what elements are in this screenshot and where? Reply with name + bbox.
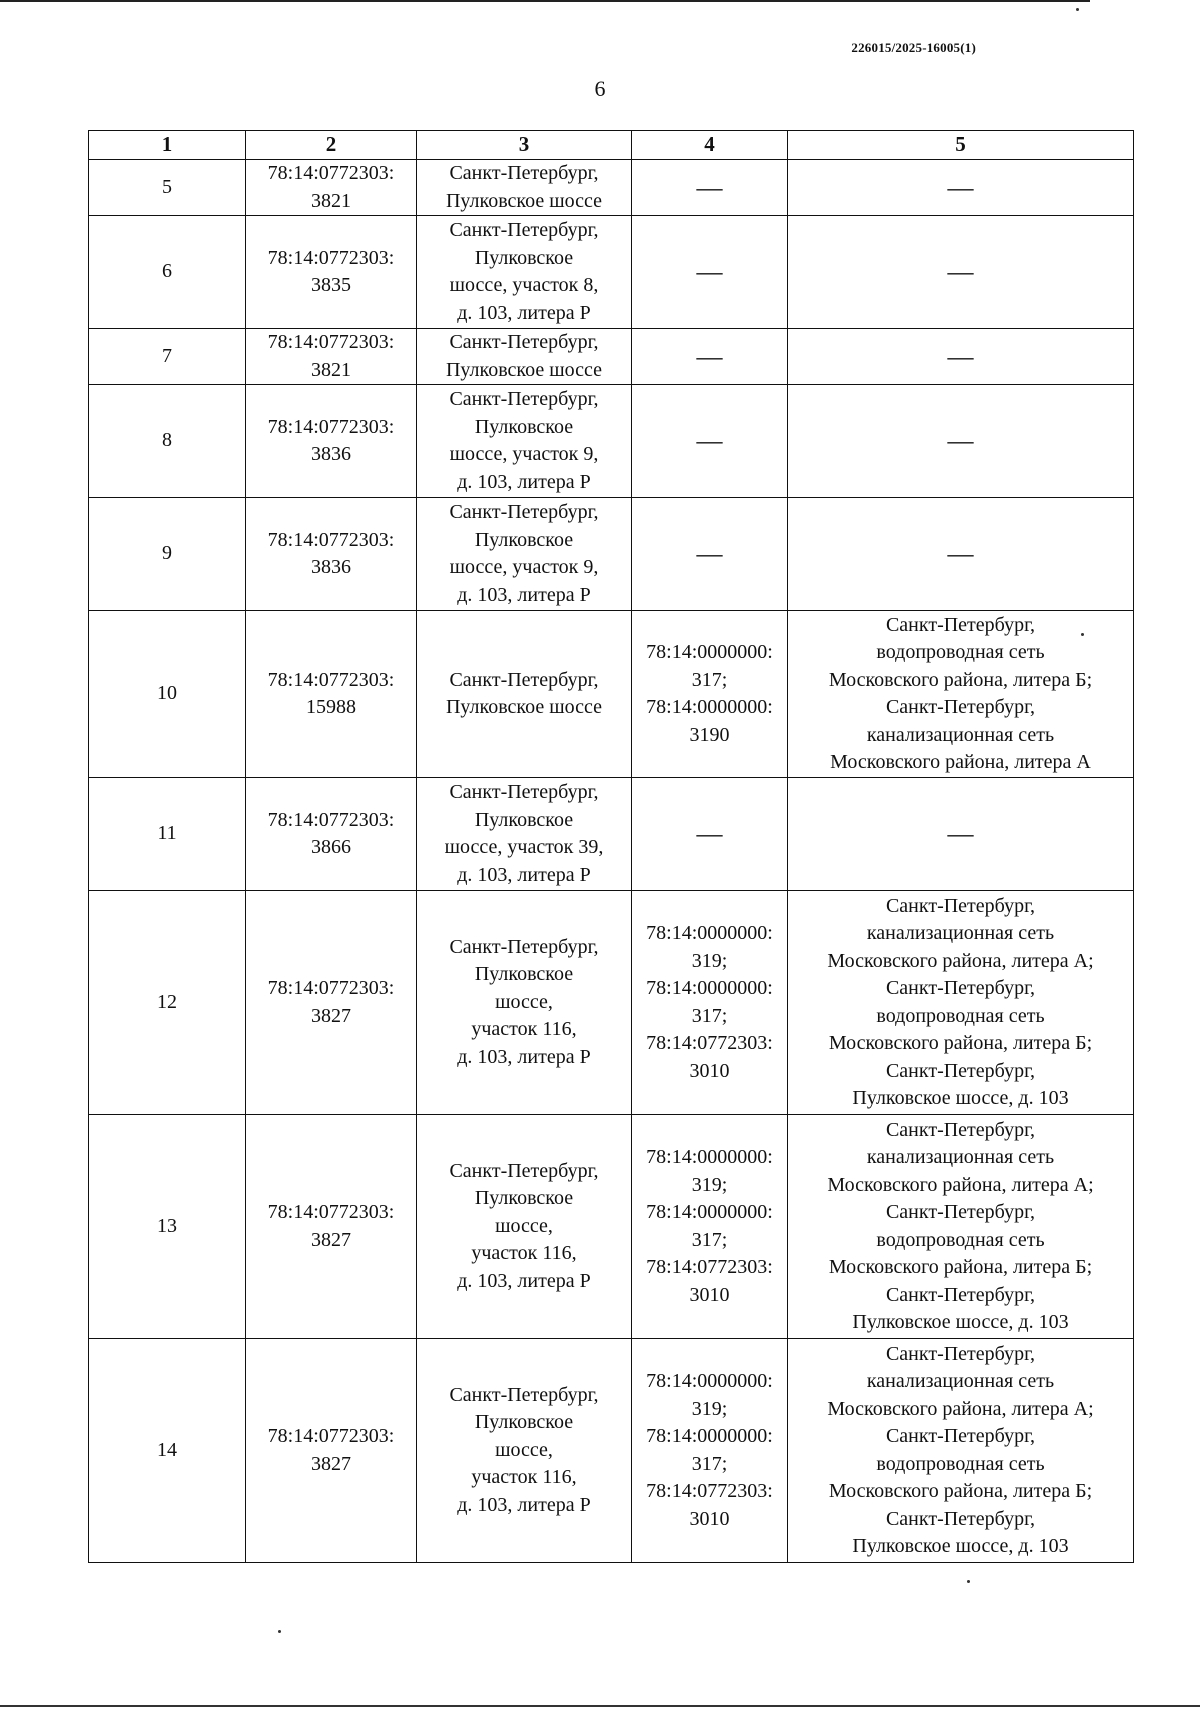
cadastral-number-cell-line: 78:14:0772303: <box>267 415 395 438</box>
address-cell-line: Пулковское шоссе <box>445 358 603 381</box>
related-address-cell <box>788 160 1134 216</box>
table-row <box>89 778 1134 891</box>
related-address-cell-line: Санкт-Петербург, <box>885 1201 1036 1223</box>
related-cadastral-cell-line: — <box>696 172 723 202</box>
address-cell <box>417 160 632 216</box>
table-row <box>89 498 1134 611</box>
top-edge-rule <box>0 0 1090 2</box>
related-cadastral-cell-line: 78:14:0772303: <box>646 1032 773 1054</box>
related-address-cell-line: Санкт-Петербург, <box>885 977 1036 999</box>
address-cell-line: Санкт-Петербург, <box>449 935 599 958</box>
related-address-cell-line: Санкт-Петербург, <box>885 1118 1036 1141</box>
cadastral-number-cell <box>246 498 417 611</box>
table-row <box>89 329 1134 385</box>
page-number: 6 <box>594 76 606 101</box>
row-number-cell: 11 <box>89 778 246 891</box>
related-address-cell-line: — <box>947 539 974 569</box>
related-cadastral-cell-line: 317; <box>691 1228 728 1251</box>
table-body <box>89 160 1134 1563</box>
address-cell-line: Санкт-Петербург, <box>449 668 599 691</box>
related-address-cell-line: Московского района, литера Б; <box>828 1256 1093 1278</box>
address-cell-line: Санкт-Петербург, <box>449 501 599 523</box>
related-cadastral-cell-line: 78:14:0772303: <box>646 1256 773 1278</box>
cadastral-number-cell-line: 78:14:0772303: <box>267 668 395 691</box>
related-address-cell <box>788 216 1134 329</box>
table-header-row <box>89 131 1134 160</box>
address-cell <box>417 611 632 778</box>
cadastral-number-cell-line: 78:14:0772303: <box>267 1201 395 1223</box>
related-cadastral-cell <box>632 611 788 778</box>
related-address-cell-line: Санкт-Петербург, <box>885 1342 1036 1365</box>
cadastral-number-cell <box>246 1339 417 1563</box>
related-cadastral-cell-line: 3010 <box>689 1283 730 1306</box>
address-cell-line: Санкт-Петербург, <box>449 388 599 410</box>
related-cadastral-cell-line: 78:14:0000000: <box>646 977 773 999</box>
cadastral-number-cell-line: 78:14:0772303: <box>267 808 395 831</box>
cadastral-number-cell <box>246 329 417 385</box>
address-cell-line: шоссе, участок 9, <box>449 556 599 578</box>
scan-speck <box>1076 8 1079 11</box>
related-cadastral-cell-line: 319; <box>691 1173 728 1196</box>
address-cell <box>417 216 632 329</box>
address-cell-line: Пулковское <box>474 808 574 831</box>
address-cell-line: Санкт-Петербург, <box>449 781 599 803</box>
related-address-cell-line: — <box>947 257 974 287</box>
cadastral-number-cell <box>246 891 417 1115</box>
related-address-cell-line: водопроводная сеть <box>876 641 1045 663</box>
row-number-cell: 10 <box>89 611 246 778</box>
related-cadastral-cell <box>632 329 788 385</box>
cadastral-number-cell <box>246 385 417 498</box>
related-address-cell-line: Санкт-Петербург, <box>885 1059 1036 1082</box>
cadastral-number-cell-line: 78:14:0772303: <box>267 331 395 353</box>
column-header: 5 <box>788 131 1134 160</box>
cadastral-number-cell-line: 3836 <box>311 443 351 465</box>
related-cadastral-cell-line: 317; <box>691 668 728 691</box>
cadastral-number-cell <box>246 216 417 329</box>
address-cell-line: Пулковское <box>474 415 574 438</box>
related-address-cell-line: — <box>947 172 974 202</box>
cadastral-number-cell-line: 3866 <box>311 836 351 858</box>
related-address-cell-line: Пулковское шоссе, д. 103 <box>852 1087 1069 1109</box>
table-row <box>89 1339 1134 1563</box>
related-cadastral-cell <box>632 385 788 498</box>
address-cell <box>417 385 632 498</box>
table-row <box>89 611 1134 778</box>
related-address-cell-line: Санкт-Петербург, <box>885 696 1036 718</box>
address-cell-line: участок 116, <box>471 1466 577 1489</box>
column-header: 4 <box>632 131 788 160</box>
address-cell-line: д. 103, литера Р <box>457 301 591 324</box>
related-address-cell-line: канализационная сеть <box>866 1370 1055 1392</box>
address-cell-line: шоссе, участок 8, <box>449 274 599 296</box>
cadastral-number-cell <box>246 611 417 778</box>
address-cell <box>417 1339 632 1563</box>
related-address-cell-line: Московского района, литера Б; <box>828 1480 1093 1502</box>
cadastral-number-cell-line: 3827 <box>311 1452 351 1475</box>
related-address-cell-line: водопроводная сеть <box>876 1228 1045 1251</box>
address-cell-line: Санкт-Петербург, <box>449 1159 599 1182</box>
related-address-cell-line: водопроводная сеть <box>876 1452 1045 1475</box>
row-number-cell: 7 <box>89 329 246 385</box>
related-address-cell-line: — <box>947 819 974 849</box>
address-cell-line: Пулковское <box>474 963 574 986</box>
related-address-cell-line: Московского района, литера А; <box>827 1173 1094 1196</box>
table-row <box>89 385 1134 498</box>
related-address-cell <box>788 1339 1134 1563</box>
address-cell-line: д. 103, литера Р <box>457 1269 591 1292</box>
related-cadastral-cell-line: 78:14:0000000: <box>646 1370 773 1392</box>
row-number-cell: 14 <box>89 1339 246 1563</box>
address-cell-line: Санкт-Петербург, <box>449 162 599 184</box>
address-cell-line: шоссе, участок 39, <box>444 836 604 858</box>
table-row <box>89 160 1134 216</box>
address-cell-line: Пулковское <box>474 1411 574 1434</box>
related-cadastral-cell <box>632 1339 788 1563</box>
scan-speck <box>967 1580 970 1583</box>
address-cell-line: д. 103, литера Р <box>457 470 591 493</box>
address-cell-line: д. 103, литера Р <box>457 1045 591 1068</box>
cadastral-number-cell-line: 3836 <box>311 556 351 578</box>
address-cell-line: д. 103, литера Р <box>457 583 591 606</box>
related-address-cell <box>788 1115 1134 1339</box>
address-cell-line: Пулковское <box>474 528 574 551</box>
cadastral-number-cell-line: 3835 <box>311 274 351 296</box>
address-cell-line: д. 103, литера Р <box>457 1493 591 1516</box>
related-cadastral-cell-line: — <box>696 341 723 371</box>
related-address-cell <box>788 778 1134 891</box>
cadastral-number-cell-line: 3827 <box>311 1228 351 1251</box>
related-address-cell-line: Пулковское шоссе, д. 103 <box>852 1311 1069 1333</box>
cadastral-number-cell-line: 78:14:0772303: <box>267 528 395 551</box>
related-cadastral-cell <box>632 498 788 611</box>
related-cadastral-cell-line: 319; <box>691 1397 728 1420</box>
related-address-cell-line: Санкт-Петербург, <box>885 894 1036 917</box>
related-cadastral-cell-line: 78:14:0000000: <box>646 641 773 663</box>
related-address-cell-line: канализационная сеть <box>866 1146 1055 1168</box>
cadastral-number-cell-line: 78:14:0772303: <box>267 977 395 999</box>
row-number-cell: 9 <box>89 498 246 611</box>
row-number-cell: 6 <box>89 216 246 329</box>
related-cadastral-cell <box>632 778 788 891</box>
address-cell <box>417 498 632 611</box>
address-cell-line: участок 116, <box>471 1242 577 1265</box>
related-cadastral-cell-line: — <box>696 539 723 569</box>
related-cadastral-cell <box>632 891 788 1115</box>
related-cadastral-cell-line: — <box>696 426 723 456</box>
row-number-cell: 5 <box>89 160 246 216</box>
related-cadastral-cell <box>632 1115 788 1339</box>
column-header: 3 <box>417 131 632 160</box>
address-cell-line: Санкт-Петербург, <box>449 1383 599 1406</box>
cadastral-number-cell <box>246 1115 417 1339</box>
related-address-cell <box>788 329 1134 385</box>
related-address-cell-line: Московского района, литера А <box>830 751 1091 773</box>
row-number-cell: 13 <box>89 1115 246 1339</box>
related-address-cell-line: — <box>947 426 974 456</box>
related-address-cell-line: Пулковское шоссе, д. 103 <box>852 1535 1069 1557</box>
related-cadastral-cell-line: 78:14:0772303: <box>646 1480 773 1502</box>
related-cadastral-cell-line: 78:14:0000000: <box>646 922 773 944</box>
related-cadastral-cell-line: — <box>696 257 723 287</box>
cadastral-number-cell-line: 3821 <box>311 189 351 212</box>
cadastral-number-cell-line: 78:14:0772303: <box>267 246 395 269</box>
related-address-cell-line: канализационная сеть <box>866 922 1055 944</box>
register-table <box>88 130 1134 1563</box>
related-address-cell-line: Московского района, литера А; <box>827 949 1094 972</box>
related-address-cell-line: Санкт-Петербург, <box>885 1283 1036 1306</box>
related-cadastral-cell <box>632 216 788 329</box>
related-address-cell <box>788 385 1134 498</box>
related-cadastral-cell-line: — <box>696 819 723 849</box>
related-address-cell-line: канализационная сеть <box>866 723 1055 746</box>
related-cadastral-cell-line: 3190 <box>689 723 730 746</box>
address-cell-line: шоссе, <box>495 1438 553 1461</box>
cadastral-number-cell-line: 78:14:0772303: <box>267 162 395 184</box>
table-row <box>89 216 1134 329</box>
related-address-cell-line: Санкт-Петербург, <box>885 1507 1036 1530</box>
address-cell-line: Пулковское <box>474 246 574 269</box>
address-cell-line: Пулковское <box>474 1187 574 1210</box>
column-header: 2 <box>246 131 417 160</box>
related-address-cell-line: Санкт-Петербург, <box>885 613 1036 636</box>
related-cadastral-cell-line: 78:14:0000000: <box>646 1146 773 1168</box>
related-cadastral-cell-line: 78:14:0000000: <box>646 696 773 718</box>
address-cell <box>417 778 632 891</box>
cadastral-number-cell-line: 3821 <box>311 358 351 381</box>
related-address-cell-line: Санкт-Петербург, <box>885 1425 1036 1447</box>
related-cadastral-cell-line: 317; <box>691 1452 728 1475</box>
related-cadastral-cell-line: 78:14:0000000: <box>646 1425 773 1447</box>
scan-speck <box>278 1630 281 1633</box>
cadastral-number-cell <box>246 160 417 216</box>
address-cell-line: шоссе, участок 9, <box>449 443 599 465</box>
related-address-cell-line: — <box>947 341 974 371</box>
related-address-cell-line: Московского района, литера Б; <box>828 668 1093 691</box>
row-number-cell: 12 <box>89 891 246 1115</box>
cadastral-number-cell-line: 15988 <box>306 696 356 718</box>
cadastral-number-cell-line: 3827 <box>311 1004 351 1027</box>
related-address-cell-line: водопроводная сеть <box>876 1004 1045 1027</box>
address-cell-line: Санкт-Петербург, <box>449 219 599 241</box>
scan-speck <box>1081 633 1084 636</box>
document-number: 226015/2025-16005(1) <box>851 40 976 55</box>
address-cell <box>417 1115 632 1339</box>
bottom-edge-rule <box>0 1705 1200 1707</box>
related-address-cell <box>788 891 1134 1115</box>
address-cell <box>417 891 632 1115</box>
address-cell-line: Санкт-Петербург, <box>449 331 599 353</box>
cadastral-number-cell-line: 78:14:0772303: <box>267 1425 395 1447</box>
related-cadastral-cell-line: 3010 <box>689 1059 730 1082</box>
column-header: 1 <box>89 131 246 160</box>
row-number-cell: 8 <box>89 385 246 498</box>
address-cell-line: шоссе, <box>495 990 553 1013</box>
related-address-cell-line: Московского района, литера Б; <box>828 1032 1093 1054</box>
address-cell-line: Пулковское шоссе <box>445 696 603 718</box>
table-row <box>89 891 1134 1115</box>
related-address-cell <box>788 498 1134 611</box>
related-cadastral-cell-line: 317; <box>691 1004 728 1027</box>
address-cell-line: д. 103, литера Р <box>457 863 591 886</box>
related-cadastral-cell-line: 78:14:0000000: <box>646 1201 773 1223</box>
table-row <box>89 1115 1134 1339</box>
related-cadastral-cell <box>632 160 788 216</box>
cadastral-number-cell <box>246 778 417 891</box>
address-cell-line: участок 116, <box>471 1018 577 1041</box>
address-cell-line: Пулковское шоссе <box>445 189 603 212</box>
address-cell <box>417 329 632 385</box>
related-cadastral-cell-line: 319; <box>691 949 728 972</box>
related-address-cell-line: Московского района, литера А; <box>827 1397 1094 1420</box>
related-cadastral-cell-line: 3010 <box>689 1507 730 1530</box>
address-cell-line: шоссе, <box>495 1214 553 1237</box>
